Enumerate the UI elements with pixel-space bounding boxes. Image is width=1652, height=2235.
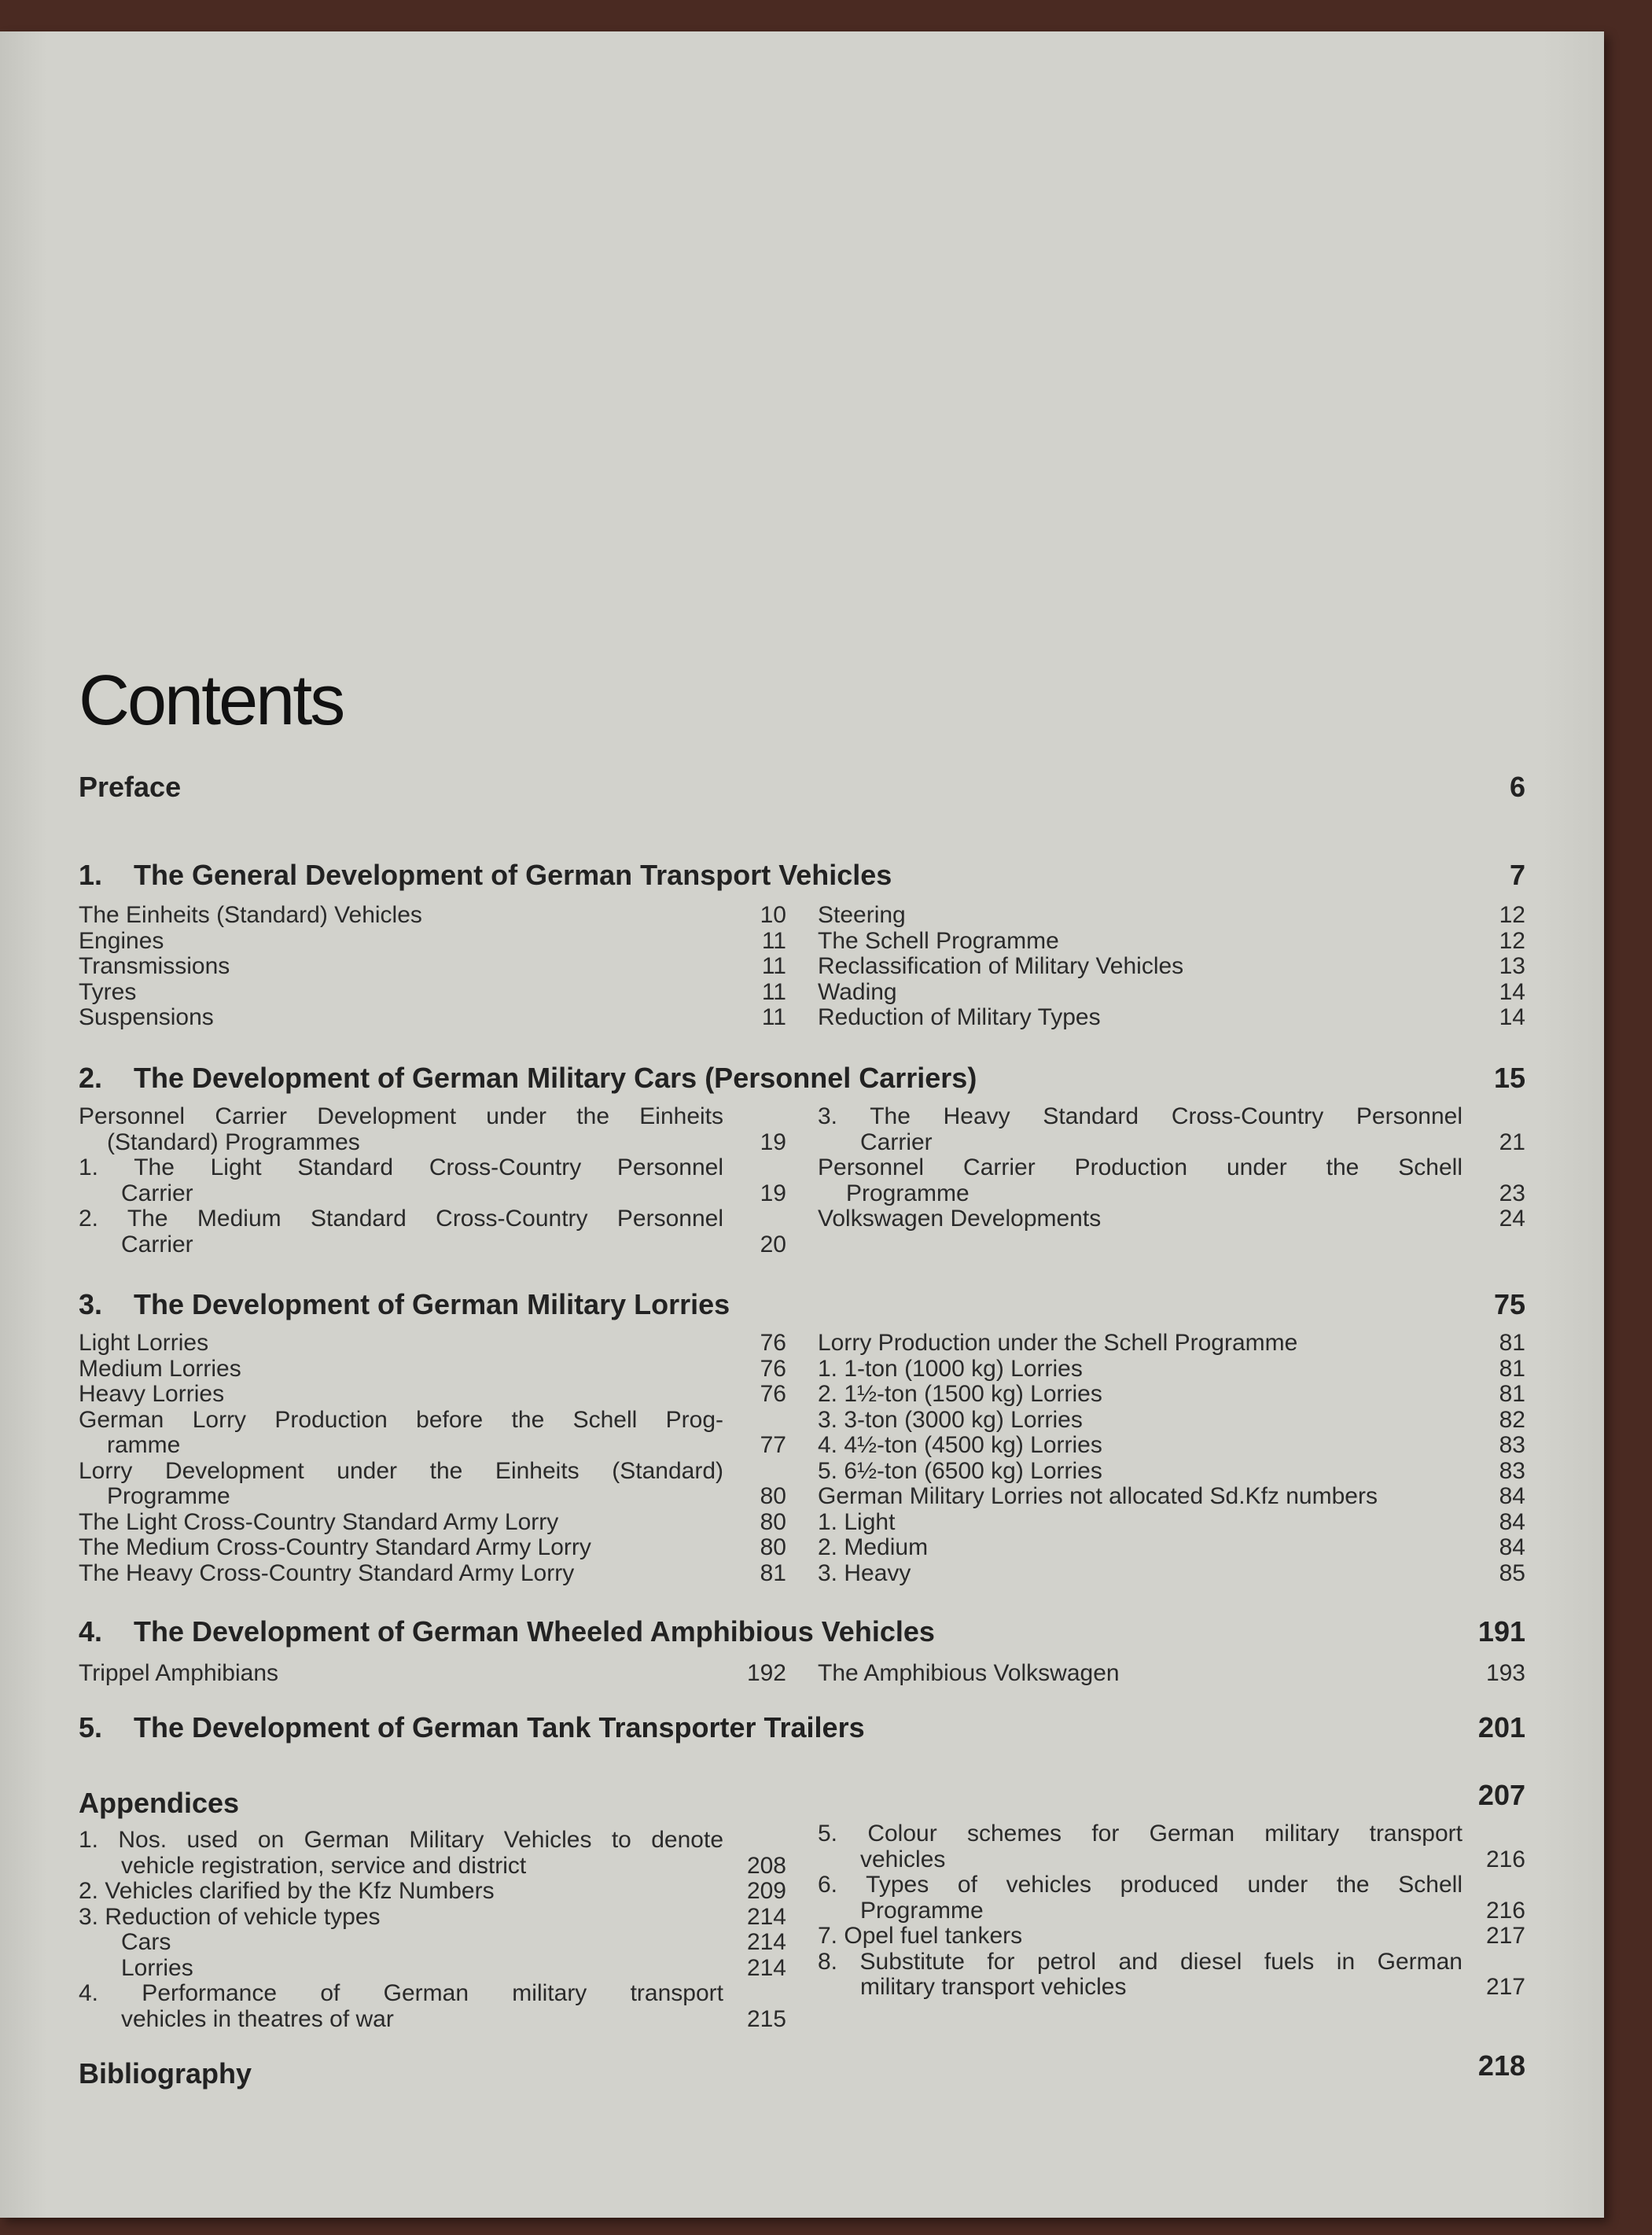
book-page (0, 31, 1604, 2218)
right-column (818, 1104, 1525, 1232)
toc-entry: Personnel Carrier Production under the Schell Programme 23 (818, 1154, 1525, 1206)
toc-entry: The Amphibious Volkswagen 193 (818, 1660, 1525, 1686)
section-page: 7 (1509, 859, 1525, 891)
section-page: 191 (1477, 1615, 1525, 1648)
toc-entry: Volkswagen Developments 24 (818, 1206, 1525, 1232)
toc-entry: 2. 1½-ton (1500 kg) Lorries 81 (818, 1381, 1525, 1407)
toc-entry: The Schell Programme 12 (818, 927, 1525, 954)
toc-entry: 3. 3-ton (3000 kg) Lorries 82 (818, 1406, 1525, 1433)
section-title: The Development of German Wheeled Amphibious Vehicles (134, 1615, 935, 1648)
toc-entry: Heavy Lorries 76 (79, 1381, 786, 1407)
section-number: 2. (79, 1062, 103, 1094)
toc-entry: Engines 11 (79, 927, 786, 954)
appendices-page: 207 (1477, 1779, 1525, 1811)
bibliography-label: Bibliography (79, 2057, 252, 2090)
toc-entry: Steering 12 (818, 902, 1525, 928)
toc-entry: 6. Types of vehicles produced under the Schell Programme 216 (818, 1872, 1525, 1924)
appendices-label: Appendices (79, 1787, 240, 1819)
toc-entry: 1. The Light Standard Cross-Country Personnel Carrier 19 (79, 1154, 786, 1206)
toc-entry: Medium Lorries 76 (79, 1355, 786, 1382)
toc-entry: Cars 214 (121, 1929, 786, 1955)
toc-entry: 2. Medium 84 (818, 1534, 1525, 1560)
toc-entry: 1. Nos. used on German Military Vehicles to denote vehicle registration, service and district 208 (79, 1827, 786, 1879)
right-column (818, 1331, 1525, 1586)
section-2-heading (79, 1062, 1525, 1095)
toc-entry: The Light Cross-Country Standard Army Lorry 80 (79, 1508, 786, 1535)
preface-label: Preface (79, 771, 182, 803)
section-1-heading (79, 859, 1525, 892)
toc-entry: The Medium Cross-Country Standard Army Lorry 80 (79, 1534, 786, 1560)
section-title: The Development of German Military Cars (Personnel Carriers) (134, 1062, 977, 1094)
section-5-heading (79, 1711, 1525, 1744)
section-number: 1. (79, 859, 103, 891)
section-number: 4. (79, 1615, 103, 1648)
toc-entry: 5. 6½-ton (6500 kg) Lorries 83 (818, 1457, 1525, 1484)
toc-entry: Wading 14 (818, 978, 1525, 1005)
toc-entry: 1. 1-ton (1000 kg) Lorries 81 (818, 1355, 1525, 1382)
right-column (818, 903, 1525, 1031)
toc-entry: Suspensions 11 (79, 1004, 786, 1030)
toc-entry: German Lorry Production before the Schell Prog- ramme 77 (79, 1406, 786, 1458)
section-number: 3. (79, 1288, 103, 1320)
bibliography-page: 218 (1477, 2049, 1525, 2082)
toc-entry: 4. 4½-ton (4500 kg) Lorries 83 (818, 1432, 1525, 1458)
toc-entry: 3. Reduction of vehicle types 214 (79, 1903, 786, 1930)
toc-entry: Tyres 11 (79, 978, 786, 1005)
toc-entry: German Military Lorries not allocated Sd.Kfz numbers 84 (818, 1483, 1525, 1509)
page-title: Contents (79, 661, 344, 740)
toc-entry: Lorry Development under the Einheits (Standard) Programme 80 (79, 1457, 786, 1509)
section-3-heading (79, 1288, 1525, 1321)
toc-entry: 2. The Medium Standard Cross-Country Personnel Carrier 20 (79, 1206, 786, 1257)
toc-entry: 3. Heavy 85 (818, 1559, 1525, 1586)
toc-entry: Light Lorries 76 (79, 1330, 786, 1356)
left-column (79, 903, 786, 1031)
preface-page: 6 (1509, 771, 1525, 803)
section-4-heading (79, 1615, 1525, 1648)
left-column (79, 1104, 786, 1257)
toc-entry: Reduction of Military Types 14 (818, 1004, 1525, 1030)
toc-entry: 2. Vehicles clarified by the Kfz Numbers 209 (79, 1878, 786, 1904)
toc-entry: Lorry Production under the Schell Programme 81 (818, 1330, 1525, 1356)
left-column (79, 1828, 786, 2032)
section-title: The Development of German Military Lorries (134, 1288, 730, 1320)
toc-entry: 8. Substitute for petrol and diesel fuels in German military transport vehicles 217 (818, 1948, 1525, 2000)
toc-entry: Transmissions 11 (79, 953, 786, 979)
section-title: The Development of German Tank Transporter Trailers (134, 1711, 865, 1743)
toc-entry: The Heavy Cross-Country Standard Army Lorry 81 (79, 1559, 786, 1586)
section-page: 15 (1493, 1062, 1525, 1094)
toc-entry: Lorries 214 (121, 1954, 786, 1981)
toc-entry: 5. Colour schemes for German military transport vehicles 216 (818, 1821, 1525, 1872)
left-column (79, 1661, 786, 1687)
bibliography-heading (79, 2049, 1525, 2090)
toc-entry: 7. Opel fuel tankers 217 (818, 1923, 1525, 1949)
toc-entry: 3. The Heavy Standard Cross-Country Personnel Carrier 21 (818, 1103, 1525, 1155)
toc-entry: 4. Performance of German military transport vehicles in theatres of war 215 (79, 1980, 786, 2032)
section-number: 5. (79, 1711, 103, 1743)
section-title: The General Development of German Transport Vehicles (134, 859, 892, 891)
toc-entry: 1. Light 84 (818, 1508, 1525, 1535)
toc-entry: The Einheits (Standard) Vehicles 10 (79, 902, 786, 928)
preface-heading (79, 771, 1525, 804)
section-page: 75 (1493, 1288, 1525, 1320)
toc-entry: Personnel Carrier Development under the Einheits (Standard) Programmes 19 (79, 1103, 786, 1155)
right-column (818, 1821, 1525, 2001)
toc-entry: Reclassification of Military Vehicles 13 (818, 953, 1525, 979)
right-column (818, 1661, 1525, 1687)
appendices-heading (79, 1779, 1525, 1820)
toc-entry: Trippel Amphibians 192 (79, 1660, 786, 1686)
left-column (79, 1331, 786, 1586)
section-page: 201 (1477, 1711, 1525, 1743)
